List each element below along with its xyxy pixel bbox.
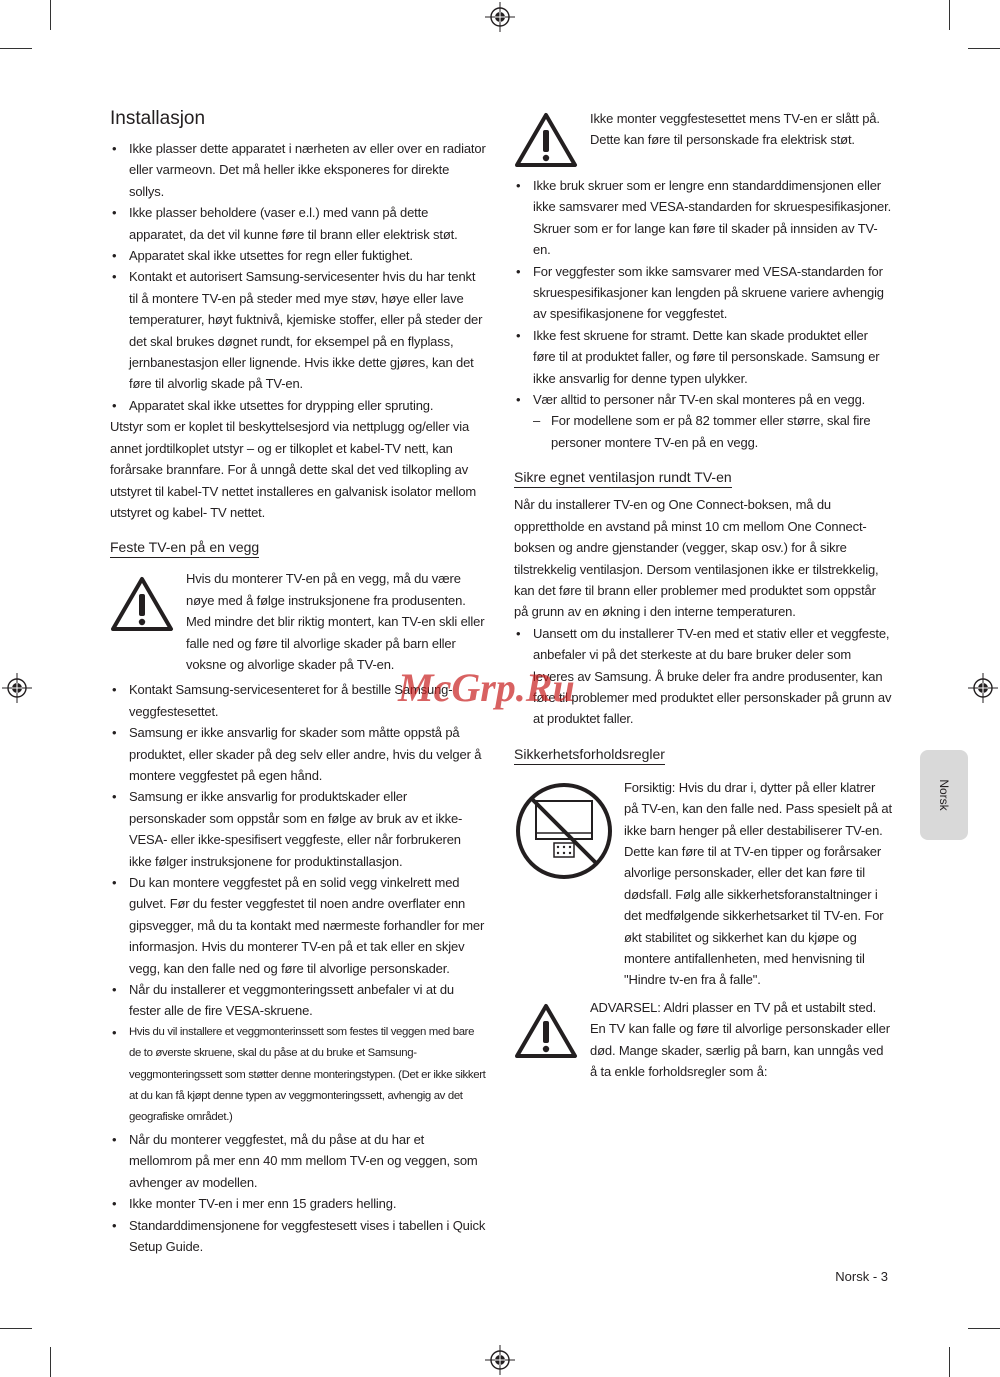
side-tab-label: Norsk: [937, 779, 951, 811]
crop-mark: [50, 0, 51, 30]
list-item: • For veggfester som ikke samsvarer med VESA-standarden for skruespesifikasjoner kan lengden på skruene variere avhengig av spesifikasjonene for veggfestet.: [514, 261, 892, 325]
warning-triangle-icon: [110, 576, 174, 632]
wall-mount-warning: [110, 568, 486, 675]
subtitle-ventilation: Sikre egnet ventilasjon rundt TV-en: [514, 469, 732, 488]
list-item: • Ikke fest skruene for stramt. Dette kan skade produktet eller føre til at produktet faller, og føre til personskade. Samsung er ikke ansvarlig for denne typen ulykker.: [514, 325, 892, 389]
advarsel-text: [590, 997, 892, 1083]
registration-mark-icon: [968, 673, 998, 703]
list-item: • Uansett om du installerer TV-en med et stativ eller et veggfeste, anbefaler vi på det sterkeste at du bare bruker deler som leveres av Samsung. Å bruke deler fra andre produsenter, kan føre til problemer med produktet eller personskader på grunn av at produktet faller.: [514, 623, 892, 730]
screw-list: [514, 175, 892, 410]
section-title-installasjon: Installasjon: [110, 108, 206, 129]
list-item: • Apparatet skal ikke utsettes for regn eller fuktighet.: [110, 245, 486, 266]
power-warning-text: Ikke monter veggfestesettet mens TV-en er slått på. Dette kan føre til personskade fra elektrisk støt.: [590, 111, 880, 148]
crop-mark: [0, 48, 32, 49]
caution-label: Forsiktig: [624, 779, 672, 795]
grounding-paragraph: Utstyr som er koplet til beskyttelsesjord via nettplugg og/eller via annet jordtilkoplet utstyr – og er tilkoplet et kabel-TV nett, kan forårsake brannfare. For å unngå dette skal det ved tilkopling av utstyret til kabel-TV nettet installeres en galvanisk isolator mellom utstyret og kabel- TV nettet.: [110, 419, 477, 520]
watermark: McGrp.Ru: [398, 665, 575, 710]
list-item: – For modellene som er på 82 tommer eller større, skal fire personer montere TV-en på en vegg.: [533, 410, 892, 453]
wall-mount-warning-text: Hvis du monterer TV-en på en vegg, må du være nøye med å følge instruksjonene fra produsenten. Med mindre det blir riktig montert, kan TV-en skli eller falle ned og føre til alvorlige skader på barn eller voksne og alvorlige skader på TV-en.: [186, 571, 485, 672]
list-item: • Når du monterer veggfestet, må du påse at du har et mellomrom på mer enn 40 mm mellom TV-en og veggen, som avhenger av modellen.: [110, 1129, 486, 1193]
list-item: • Samsung er ikke ansvarlig for skader som måtte oppstå på produktet, eller skader på deg selv eller andre, hvis du velger å montere veggfestet på egen hånd.: [110, 722, 486, 786]
right-column: [514, 108, 892, 1082]
list-item: • Ikke plasser dette apparatet i nærheten av eller over en radiator eller varmeovn. Det må heller ikke eksponeres for direkte sollys.: [110, 138, 486, 202]
registration-mark-icon: [485, 2, 515, 32]
sub-list: [514, 410, 892, 453]
crop-mark: [968, 48, 1000, 49]
warning-triangle-icon: [514, 1003, 578, 1059]
advarsel-block: [514, 997, 892, 1083]
crop-mark: [949, 0, 950, 30]
list-item: • Hvis du vil installere et veggmonterinssett som festes til veggen med bare de to øverste skruene, skal du påse at du bruke et Samsung-veggmonteringssett som støtter denne monteringstypen. (Det er ikke sikkert at du kan få kjøpt denne typen av veggmonteringssett, avhengig av det geografiske området.): [110, 1022, 486, 1129]
power-warning: [514, 108, 892, 168]
language-side-tab: [920, 750, 968, 840]
ventilation-paragraph: Når du installerer TV-en og One Connect-boksen, må du opprettholde en avstand på minst 10 cm mellom One Connect-boksen og andre gjenstander (vegger, skap osv.) for å sikre tilstrekkelig ventilasjon. Dersom ventilasjonen ikke er tilstrekkelig, kan det føre til brann eller problemer med produktet som oppstår på grunn av en økning i den interne temperaturen.: [514, 497, 879, 620]
advarsel-label: ADVARSEL: [590, 999, 658, 1015]
advarsel-body: : Aldri plasser en TV på et ustabilt sted. En TV kan falle og føre til alvorlige personskader eller død. Mange skader, særlig på barn, kan unngås ved å ta enkle forholdsregler som å:: [590, 999, 890, 1080]
crop-mark: [50, 1347, 51, 1377]
list-item: • Når du installerer et veggmonteringssett anbefaler vi at du fester alle de fire VESA-skruene.: [110, 979, 486, 1022]
list-item: • Kontakt et autorisert Samsung-servicesenter hvis du har tenkt til å montere TV-en på steder med mye støv, høye eller lave temperaturer, høyt fuktnivå, kjemiske stoffer, eller på steder der det skal brukes døgnet rundt, for eksempel på en flyplass, jernbanestasjon eller lignende. Hvis ikke dette gjøres, kan det føre til alvorlig skade på TV-en.: [110, 266, 486, 394]
page-number: Norsk - 3: [835, 1269, 888, 1284]
no-climbing-tv-icon: [514, 781, 614, 881]
installation-list: [110, 138, 486, 416]
caution-body: : Hvis du drar i, dytter på eller klatrer på TV-en, kan den falle ned. Pass spesielt på at ikke barn henger på eller destabiliserer TV-en. Dette kan føre til at TV-en tipper og forårsaker alvorlige personskader, eller det kan føre til dødsfall. Følg alle sikkerhetsforanstaltninger i det medfølgende sikkerhetsarket til TV-en. For økt stabilitet og sikkerhet kan du kjøpe og montere antifallenheten, med henvisning til "Hindre tv-en fra å falle".: [624, 779, 892, 988]
crop-mark: [968, 1328, 1000, 1329]
list-item: • Ikke bruk skruer som er lengre enn standarddimensjonen eller ikke samsvarer med VESA-standarden for skruespesifikasjoner. Skruer som er for lange kan føre til skader på innsiden av TV-en.: [514, 175, 892, 261]
list-item: • Apparatet skal ikke utsettes for drypping eller spruting.: [110, 395, 486, 416]
registration-mark-icon: [485, 1345, 515, 1375]
caution-block: [514, 777, 892, 991]
crop-mark: [949, 1347, 950, 1377]
list-item: • Kontakt Samsung-servicesenteret for å bestille Samsung-veggfestesettet.: [110, 679, 486, 722]
list-item: • Samsung er ikke ansvarlig for produktskader eller personskader som oppstår som en følge av bruk av et ikke-VESA- eller ikke-spesifisert veggfeste, eller når forbrukeren ikke følger instruksjonene for produktinstallasjon.: [110, 786, 486, 872]
subtitle-wall-mount: Feste TV-en på en vegg: [110, 539, 259, 558]
list-item: • Ikke monter TV-en i mer enn 15 graders helling.: [110, 1193, 486, 1214]
list-item: • Vær alltid to personer når TV-en skal monteres på en vegg.: [514, 389, 892, 410]
crop-mark: [0, 1328, 32, 1329]
warning-triangle-icon: [514, 112, 578, 168]
caution-text: [624, 777, 892, 991]
wall-mount-list: [110, 679, 486, 1257]
list-item: • Standarddimensjonene for veggfestesett vises i tabellen i Quick Setup Guide.: [110, 1215, 486, 1258]
subtitle-safety: Sikkerhetsforholdsregler: [514, 746, 665, 765]
list-item: • Ikke plasser beholdere (vaser e.l.) med vann på dette apparatet, da det vil kunne føre til brann eller elektrisk støt.: [110, 202, 486, 245]
list-item: • Du kan montere veggfestet på en solid vegg vinkelrett med gulvet. Før du fester veggfestet til noen andre overflater enn gipsvegger, må du ta kontakt med nærmeste forhandler for mer informasjon. Hvis du monterer TV-en på et tak eller en skjev vegg, kan den falle ned og føre til alvorlige personskader.: [110, 872, 486, 979]
registration-mark-icon: [2, 673, 32, 703]
